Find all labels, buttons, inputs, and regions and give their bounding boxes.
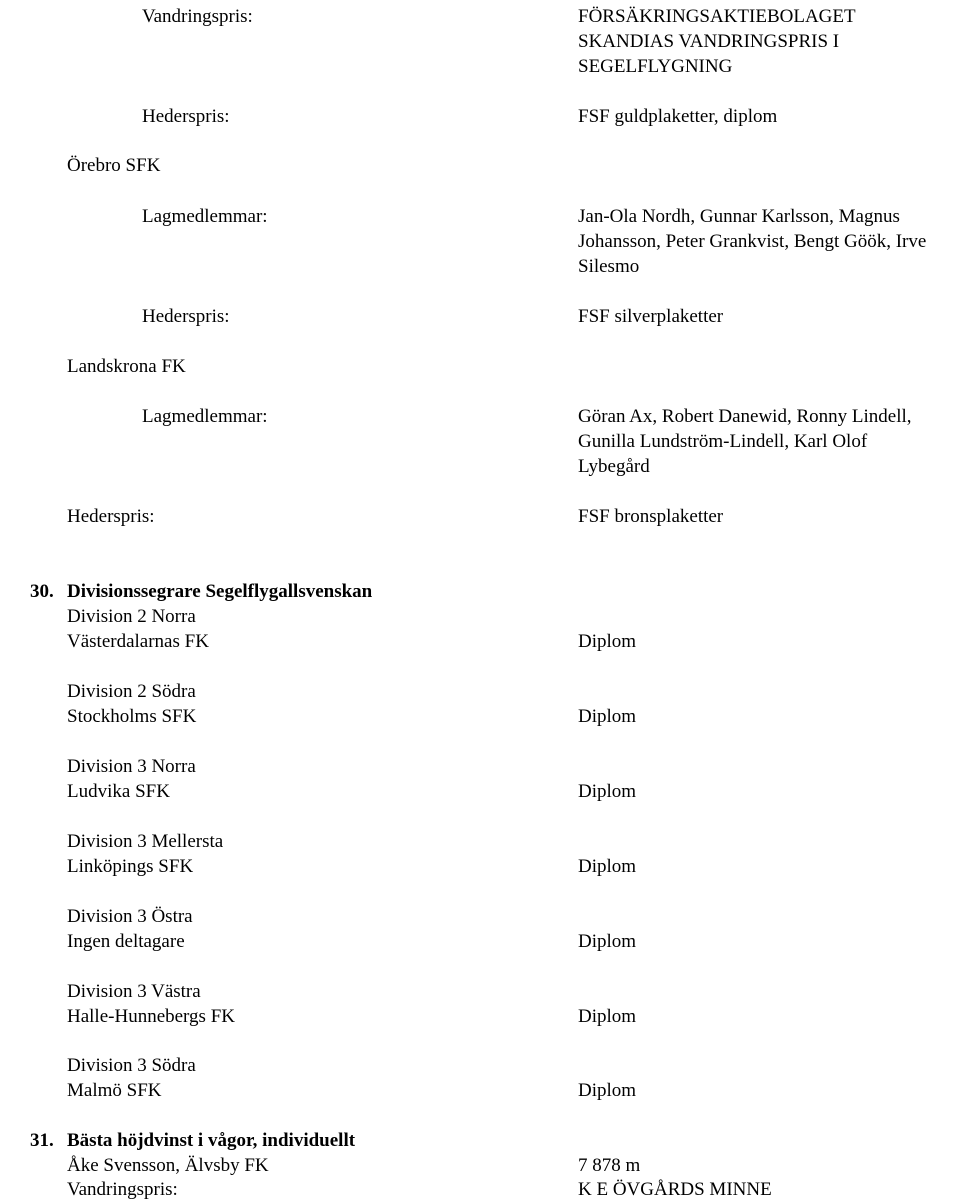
division-name: Division 3 Västra xyxy=(67,981,201,1002)
vandringspris-value: K E ÖVGÅRDS MINNE xyxy=(578,1179,772,1200)
vandringspris-label: Vandringspris: xyxy=(67,1179,178,1200)
vandringspris-label: Vandringspris: xyxy=(142,6,253,27)
section-heading: Divisionssegrare Segelflygallsvenskan xyxy=(67,581,373,602)
winner-result: 7 878 m xyxy=(578,1155,641,1176)
vandringspris-line: SKANDIAS VANDRINGSPRIS I xyxy=(578,31,840,52)
division-name: Division 3 Norra xyxy=(67,756,196,777)
division-club: Halle-Hunnebergs FK xyxy=(67,1006,235,1027)
division-name: Division 2 Norra xyxy=(67,606,196,627)
division-club: Ludvika SFK xyxy=(67,781,170,802)
lagmedlemmar-label: Lagmedlemmar: xyxy=(142,406,268,427)
members-line: Gunilla Lundström-Lindell, Karl Olof xyxy=(578,431,868,452)
division-name: Division 2 Södra xyxy=(67,681,196,702)
members-line: Göran Ax, Robert Danewid, Ronny Lindell, xyxy=(578,406,912,427)
hederspris-label: Hederspris: xyxy=(142,306,230,327)
hederspris-value: FSF guldplaketter, diplom xyxy=(578,106,778,127)
division-award: Diplom xyxy=(578,931,637,952)
division-award: Diplom xyxy=(578,1006,637,1027)
division-club: Ingen deltagare xyxy=(67,931,185,952)
club-name: Örebro SFK xyxy=(67,155,161,176)
division-award: Diplom xyxy=(578,856,637,877)
hederspris-value: FSF silverplaketter xyxy=(578,306,724,327)
hederspris-value: FSF bronsplaketter xyxy=(578,506,724,527)
division-name: Division 3 Södra xyxy=(67,1055,196,1076)
division-award: Diplom xyxy=(578,1080,637,1101)
hederspris-label: Hederspris: xyxy=(142,106,230,127)
division-club: Malmö SFK xyxy=(67,1080,162,1101)
vandringspris-line: SEGELFLYGNING xyxy=(578,56,733,77)
hederspris-label: Hederspris: xyxy=(67,506,155,527)
members-line: Lybegård xyxy=(578,456,650,477)
members-line: Johansson, Peter Grankvist, Bengt Göök, Irve xyxy=(578,231,927,252)
section-number: 30. xyxy=(30,581,54,602)
division-award: Diplom xyxy=(578,781,637,802)
division-club: Västerdalarnas FK xyxy=(67,631,209,652)
division-name: Division 3 Östra xyxy=(67,906,193,927)
vandringspris-line: FÖRSÄKRINGSAKTIEBOLAGET xyxy=(578,6,856,27)
division-club: Stockholms SFK xyxy=(67,706,197,727)
section-number: 31. xyxy=(30,1130,54,1151)
division-club: Linköpings SFK xyxy=(67,856,194,877)
members-line: Silesmo xyxy=(578,256,640,277)
division-award: Diplom xyxy=(578,631,637,652)
division-name: Division 3 Mellersta xyxy=(67,831,224,852)
section-heading: Bästa höjdvinst i vågor, individuellt xyxy=(67,1130,356,1151)
lagmedlemmar-label: Lagmedlemmar: xyxy=(142,206,268,227)
winner-name: Åke Svensson, Älvsby FK xyxy=(67,1155,269,1176)
club-name: Landskrona FK xyxy=(67,356,186,377)
members-line: Jan-Ola Nordh, Gunnar Karlsson, Magnus xyxy=(578,206,900,227)
division-award: Diplom xyxy=(578,706,637,727)
